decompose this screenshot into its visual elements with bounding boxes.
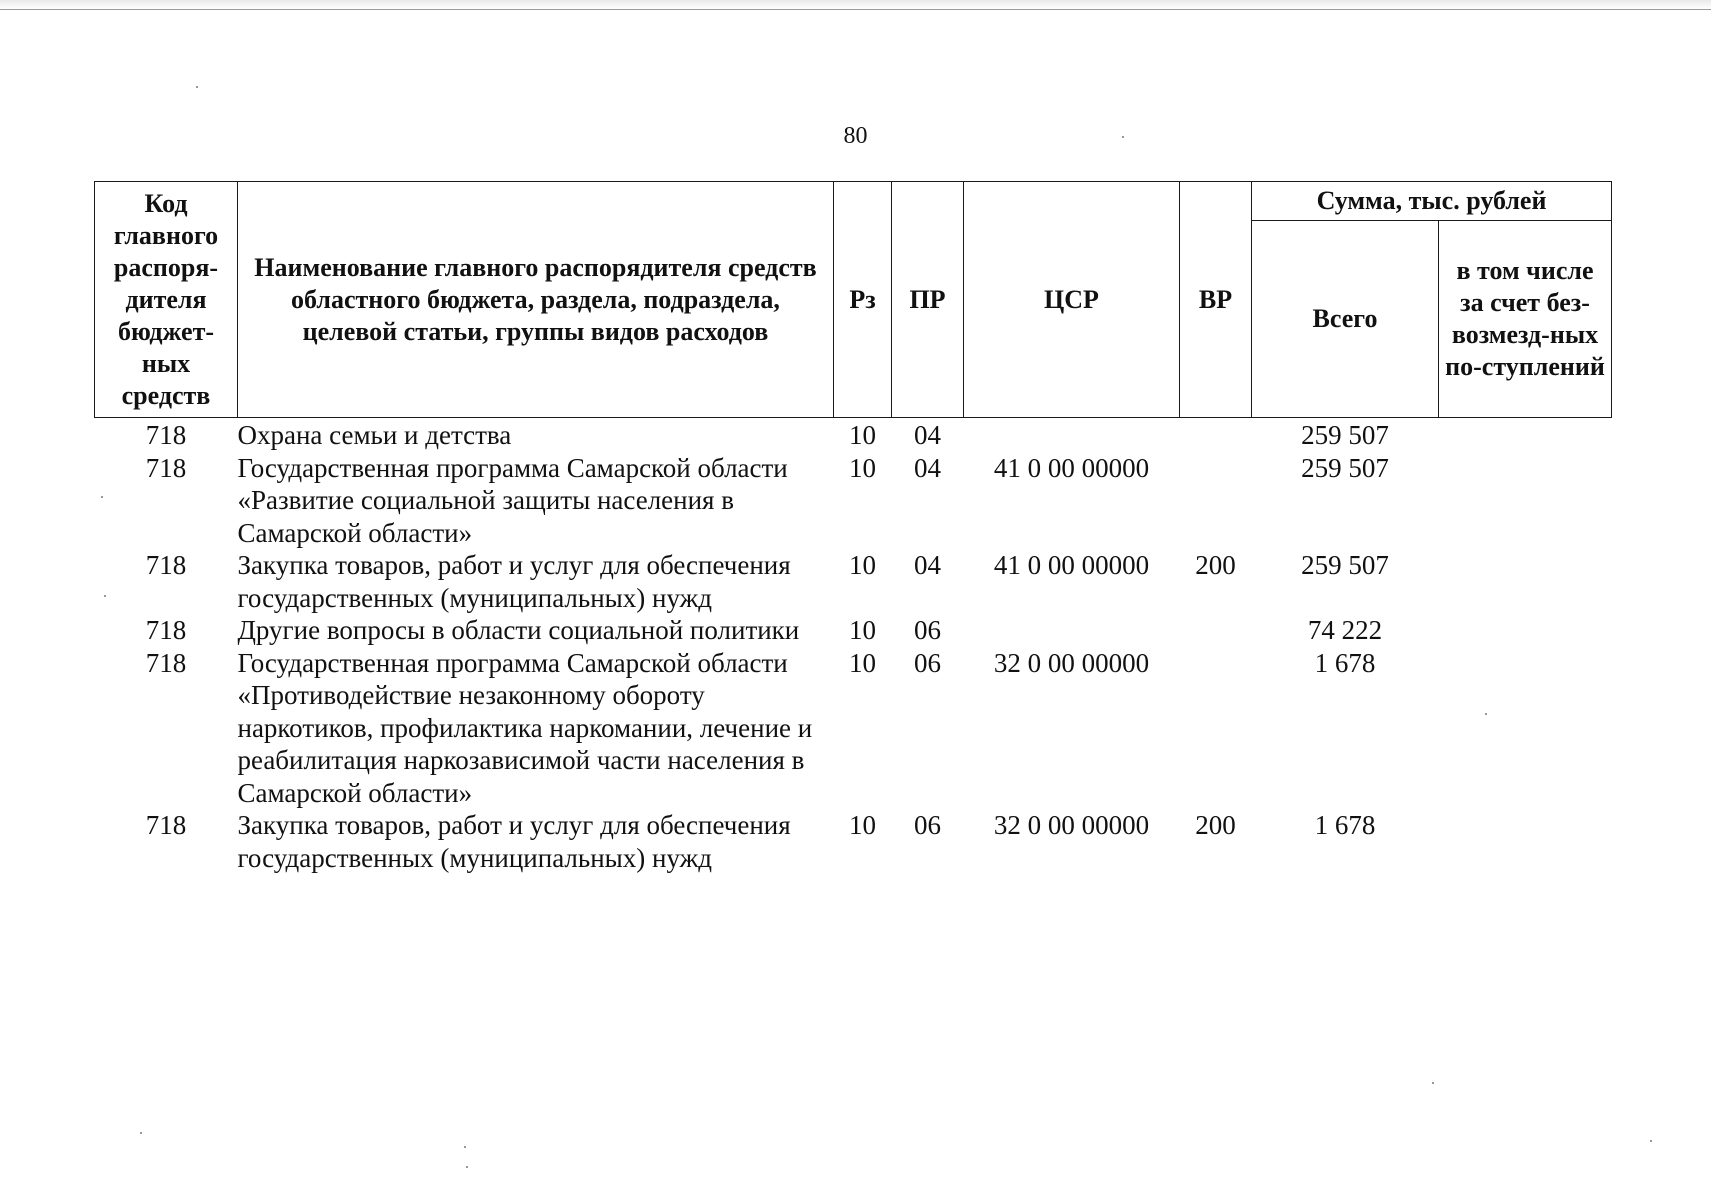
cell-vr <box>1180 418 1252 452</box>
cell-csr <box>964 614 1180 647</box>
table-row <box>95 549 1612 614</box>
cell-csr: 32 0 00 00000 <box>993 810 1150 840</box>
cell-vr: 200 <box>1195 810 1236 840</box>
cell-grants <box>1439 549 1612 614</box>
cell-name: Другие вопросы в области социальной политики <box>237 615 800 645</box>
header-csr: ЦСР <box>964 182 1180 418</box>
scan-speck <box>1122 136 1124 138</box>
cell-rz: 10 <box>849 810 876 840</box>
cell-grants <box>1439 452 1612 550</box>
cell-pr: 04 <box>914 452 941 483</box>
cell-total: 1 678 <box>1314 810 1376 840</box>
cell-grants <box>1439 418 1612 452</box>
header-total: Всего <box>1252 221 1439 418</box>
budget-table <box>94 181 1612 874</box>
table-row <box>95 809 1612 874</box>
cell-name: Охрана семьи и детства <box>237 420 512 450</box>
scan-speck <box>104 595 106 597</box>
scan-speck <box>1432 1082 1434 1084</box>
cell-total: 74 222 <box>1307 615 1383 645</box>
scan-speck <box>1485 713 1487 715</box>
header-vr: ВР <box>1180 182 1252 418</box>
cell-rz: 10 <box>849 452 876 483</box>
cell-pr: 06 <box>914 615 941 645</box>
cell-vr <box>1180 614 1252 647</box>
cell-grants <box>1439 647 1612 810</box>
scan-speck <box>464 1146 466 1148</box>
table-header <box>95 182 1612 418</box>
cell-name: Государственная программа Самарской области «Противодействие незаконному обороту наркотиков, профилактика наркомании, лечение и реабилитация наркозависимой части населения в Самарской области» <box>237 647 813 808</box>
cell-csr <box>964 418 1180 452</box>
table-row <box>95 647 1612 810</box>
table-body <box>95 418 1612 875</box>
cell-vr: 200 <box>1195 550 1236 580</box>
cell-code: 718 <box>145 550 187 580</box>
cell-code: 718 <box>145 420 187 450</box>
cell-name: Государственная программа Самарской области «Развитие социальной защиты населения в Самарской области» <box>237 452 788 548</box>
cell-total: 259 507 <box>1301 550 1389 580</box>
header-code: Код главного распоря-дителя бюджет-ных средств <box>95 182 238 418</box>
header-grants: в том числе за счет без-возмезд-ных по-ступлений <box>1439 221 1612 418</box>
cell-vr <box>1180 452 1252 550</box>
cell-vr <box>1180 647 1252 810</box>
cell-rz: 10 <box>849 647 876 678</box>
cell-rz: 10 <box>849 550 876 580</box>
scan-speck <box>466 1166 468 1168</box>
cell-rz: 10 <box>849 420 876 450</box>
cell-code: 718 <box>145 810 187 840</box>
cell-code: 718 <box>145 615 187 645</box>
cell-csr: 41 0 00 00000 <box>993 452 1150 483</box>
cell-name: Закупка товаров, работ и услуг для обеспечения государственных (муниципальных) нужд <box>237 810 791 873</box>
scan-speck <box>101 496 103 498</box>
table-row <box>95 452 1612 550</box>
header-sum-group: Сумма, тыс. рублей <box>1252 182 1612 221</box>
cell-rz: 10 <box>849 615 876 645</box>
header-rz: Рз <box>834 182 892 418</box>
header-name: Наименование главного распорядителя средств областного бюджета, раздела, подраздела, целевой статьи, группы видов расходов <box>238 182 834 418</box>
table-row <box>95 614 1612 647</box>
cell-csr: 41 0 00 00000 <box>993 550 1150 580</box>
cell-pr: 04 <box>914 420 941 450</box>
cell-name: Закупка товаров, работ и услуг для обеспечения государственных (муниципальных) нужд <box>237 550 791 613</box>
scan-speck <box>196 86 198 88</box>
cell-grants <box>1439 809 1612 874</box>
cell-code: 718 <box>145 647 187 678</box>
cell-pr: 06 <box>914 810 941 840</box>
scan-edge <box>0 0 1711 10</box>
cell-pr: 04 <box>914 550 941 580</box>
header-pr: ПР <box>892 182 964 418</box>
page-number: 80 <box>843 123 868 149</box>
cell-total: 259 507 <box>1301 420 1389 450</box>
cell-grants <box>1439 614 1612 647</box>
cell-code: 718 <box>145 452 187 483</box>
scan-speck <box>1650 1140 1652 1142</box>
cell-csr: 32 0 00 00000 <box>993 647 1150 678</box>
cell-total: 259 507 <box>1301 452 1389 483</box>
cell-pr: 06 <box>914 647 941 678</box>
cell-total: 1 678 <box>1314 647 1376 678</box>
table-row <box>95 418 1612 452</box>
scan-speck <box>140 1132 142 1134</box>
